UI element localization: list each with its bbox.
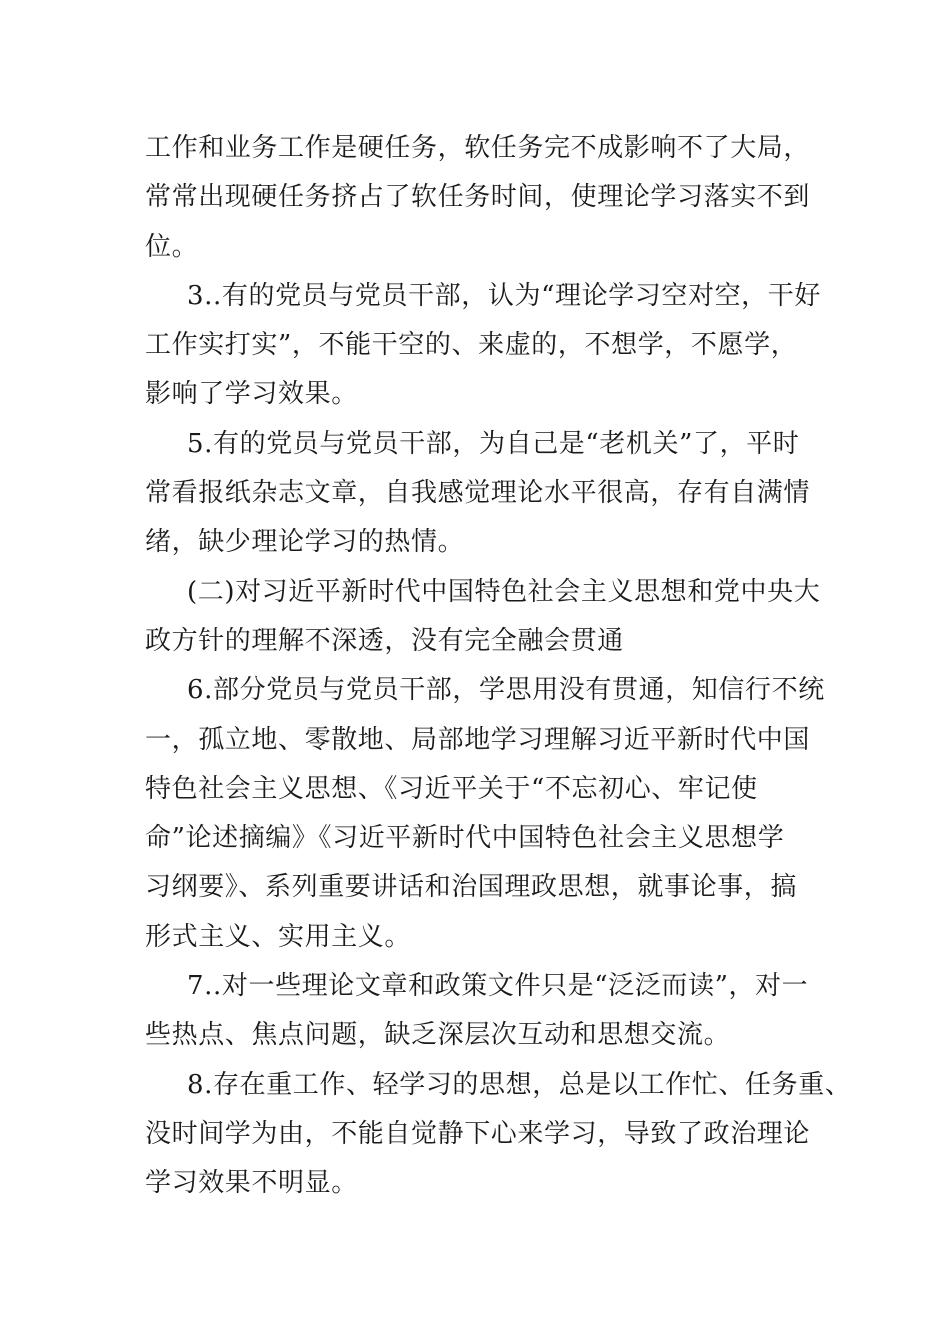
text-line: 8.存在重工作、轻学习的思想，总是以工作忙、任务重、: [187, 1069, 852, 1100]
text-line: 7..对一些理论文章和政策文件只是“泛泛而读”，对一: [187, 971, 809, 1002]
paragraph-item-8: [145, 1061, 852, 1209]
text-line: 政方针的理解不深透，没有完全融会贯通: [145, 625, 624, 656]
text-line: (二)对习近平新时代中国特色社会主义思想和党中央大: [187, 576, 821, 607]
text-line: 5.有的党员与党员干部，为自己是“老机关”了，平时: [187, 428, 800, 459]
text-line: 特色社会主义思想、《习近平关于“不忘初心、牢记使: [145, 773, 758, 804]
text-line: 常看报纸杂志文章，自我感觉理论水平很高，存有自满情: [145, 478, 811, 509]
text-line: 工作实打实”，不能干空的、来虚的，不想学，不愿学，: [145, 330, 798, 361]
paragraph-item-6: [145, 666, 825, 962]
document-body: [145, 124, 852, 1209]
text-line: 形式主义、实用主义。: [145, 921, 412, 952]
text-line: 常常出现硬任务挤占了软任务时间，使理论学习落实不到: [145, 182, 811, 213]
paragraph-item-7: [145, 962, 825, 1061]
paragraph-item-3: [145, 272, 825, 420]
paragraph-continuation: [145, 124, 825, 272]
text-line: 习纲要》、系列重要讲话和治国理政思想，就事论事，搞: [145, 872, 798, 903]
text-line: 命”论述摘编》《习近平新时代中国特色社会主义思想学: [145, 823, 785, 854]
section-heading-2: [145, 568, 825, 667]
text-line: 学习效果不明显。: [145, 1168, 358, 1199]
text-line: 位。: [145, 231, 199, 262]
text-line: 3..有的党员与党员干部，认为“理论学习空对空，干好: [187, 280, 821, 311]
text-line: 工作和业务工作是硬任务，软任务完不成影响不了大局，: [145, 133, 811, 163]
paragraph-item-5: [145, 420, 825, 568]
text-line: 绪，缺少理论学习的热情。: [145, 527, 465, 558]
text-line: 6.部分党员与党员干部，学思用没有贯通，知信行不统: [187, 675, 825, 706]
text-line: 一，孤立地、零散地、局部地学习理解习近平新时代中国: [145, 724, 811, 755]
text-line: 影响了学习效果。: [145, 379, 358, 410]
text-line: 些热点、焦点问题，缺乏深层次互动和思想交流。: [145, 1020, 731, 1051]
text-line: 没时间学为由，不能自觉静下心来学习，导致了政治理论: [145, 1118, 811, 1149]
